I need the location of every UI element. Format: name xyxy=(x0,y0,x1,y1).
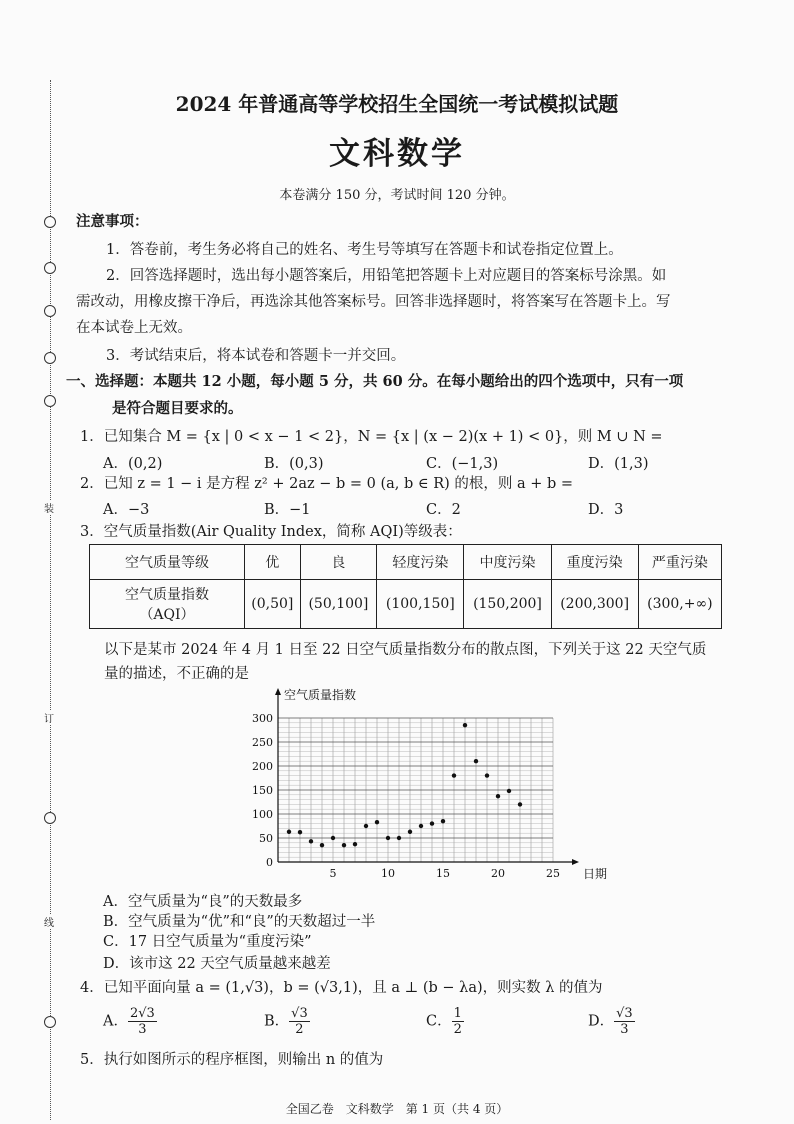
exam-info: 本卷满分 150 分，考试时间 120 分钟。 xyxy=(279,188,515,203)
data-point xyxy=(320,843,324,847)
notice-item: 3．考试结束后，将本试卷和答题卡一并交回。 xyxy=(106,348,406,364)
option xyxy=(264,1006,310,1037)
question-stem: 2．已知 z = 1 − i 是方程 z² + 2az − b = 0 (a, b ∈ R) 的根，则 a + b = xyxy=(80,476,574,492)
exam-title: 2024 年普通高等学校招生全国统一考试模拟试题 xyxy=(175,92,619,116)
data-point xyxy=(386,836,390,840)
y-tick-label: 150 xyxy=(252,784,273,797)
data-point xyxy=(375,820,379,824)
table-cell: (300,+∞) xyxy=(638,580,721,629)
data-point xyxy=(342,843,346,847)
option-label: B． xyxy=(264,1013,290,1030)
numerator: 1 xyxy=(453,1006,462,1021)
x-tick-label: 15 xyxy=(436,867,450,880)
question-stem: 4．已知平面向量 a = (1,√3)，b = (√3,1)，且 a ⊥ (b − λa)，则实数 λ 的值为 xyxy=(80,980,603,996)
y-tick-label: 100 xyxy=(252,808,273,821)
binding-line xyxy=(50,80,51,1120)
notice-item: 1．答卷前，考生务必将自己的姓名、考生号等填写在答题卡和试卷指定位置上。 xyxy=(106,242,623,258)
table-cell xyxy=(90,580,245,629)
table-cell: 重度污染 xyxy=(551,545,638,580)
table-cell: 中度污染 xyxy=(464,545,551,580)
data-point xyxy=(331,836,335,840)
fraction xyxy=(614,1006,635,1037)
denominator: 2 xyxy=(453,1022,462,1037)
question-stem: 1．已知集合 M = {x | 0 < x − 1 < 2}，N = {x | (x − 2)(x + 1) < 0}，则 M ∪ N = xyxy=(80,429,663,445)
numerator: 2√3 xyxy=(129,1006,155,1021)
numerator: √3 xyxy=(291,1006,308,1021)
x-tick-label: 10 xyxy=(381,867,395,880)
data-point xyxy=(518,802,522,806)
option: A．(0,2) xyxy=(103,456,163,472)
option: B．空气质量为“优”和“良”的天数超过一半 xyxy=(103,914,376,930)
data-point xyxy=(287,830,291,834)
binding-hole xyxy=(44,812,56,824)
data-point xyxy=(474,759,478,763)
data-point xyxy=(298,830,302,834)
option: A．−3 xyxy=(103,502,150,518)
data-point xyxy=(452,773,456,777)
option-label: D． xyxy=(588,1013,615,1030)
numerator: √3 xyxy=(616,1006,633,1021)
table-cell: 轻度污染 xyxy=(377,545,464,580)
data-point xyxy=(507,789,511,793)
fraction xyxy=(289,1006,310,1037)
question-stem: 5．执行如图所示的程序框图，则输出 n 的值为 xyxy=(80,1052,384,1068)
table-cell: 良 xyxy=(300,545,377,580)
notice-item: 2．回答选择题时，选出每小题答案后，用铅笔把答题卡上对应题目的答案标号涂黑。如 xyxy=(106,268,667,284)
option xyxy=(588,1006,635,1037)
page-footer: 全国乙卷 文科数学 第 1 页（共 4 页） xyxy=(285,1102,509,1116)
x-tick-label: 25 xyxy=(546,867,560,880)
binding-hole xyxy=(44,305,56,317)
data-point xyxy=(364,824,368,828)
table-cell: 优 xyxy=(245,545,301,580)
notice-item: 需改动，用橡皮擦干净后，再选涂其他答案标号。回答非选择题时，将答案写在答题卡上。写 xyxy=(76,294,671,310)
data-point xyxy=(408,830,412,834)
section-heading: 是符合题目要求的。 xyxy=(112,400,243,417)
option: D．该市这 22 天空气质量越来越差 xyxy=(103,956,331,972)
x-tick-label: 5 xyxy=(329,867,337,880)
data-point xyxy=(309,839,313,843)
option: D．3 xyxy=(588,502,624,518)
table-cell: 空气质量等级 xyxy=(90,545,245,580)
table-cell: (0,50] xyxy=(245,580,301,629)
y-axis-title: 空气质量指数 xyxy=(284,688,357,702)
table-cell: (100,150] xyxy=(377,580,464,629)
option xyxy=(426,1006,464,1037)
section-heading: 一、选择题：本题共 12 小题，每小题 5 分，共 60 分。在每小题给出的四个选项中，只有一项 xyxy=(66,373,684,390)
data-point xyxy=(441,819,445,823)
x-axis-title: 日期 xyxy=(583,867,608,881)
binding-mark: 装 xyxy=(44,500,54,515)
fraction xyxy=(452,1006,464,1037)
table-cell: (200,300] xyxy=(551,580,638,629)
denominator: 3 xyxy=(138,1022,147,1037)
binding-hole xyxy=(44,395,56,407)
binding-hole xyxy=(44,352,56,364)
question-desc: 以下是某市 2024 年 4 月 1 日至 22 日空气质量指数分布的散点图，下列关于这 22 天空气质 xyxy=(104,642,707,658)
y-tick-label: 250 xyxy=(252,736,273,749)
y-axis-arrow xyxy=(275,688,281,695)
aqi-label: 空气质量指数 xyxy=(125,587,209,603)
binding-hole xyxy=(44,216,56,228)
aqi-label-abbr: （AQI） xyxy=(139,607,195,623)
y-tick-label: 200 xyxy=(252,760,273,773)
data-point xyxy=(485,773,489,777)
option: C．(−1,3) xyxy=(426,456,499,472)
denominator: 2 xyxy=(295,1022,304,1037)
notice-item: 在本试卷上无效。 xyxy=(76,320,192,336)
data-point xyxy=(463,723,467,727)
aqi-scatter-chart xyxy=(240,684,610,888)
y-tick-label: 50 xyxy=(259,832,273,845)
option: B．−1 xyxy=(264,502,311,518)
binding-hole xyxy=(44,1016,56,1028)
binding-mark: 订 xyxy=(44,710,54,725)
table-cell: 严重污染 xyxy=(638,545,721,580)
question-stem: 3．空气质量指数(Air Quality Index，简称 AQI)等级表： xyxy=(80,524,462,540)
option-label: A． xyxy=(103,1013,128,1030)
binding-mark: 线 xyxy=(44,914,54,929)
data-point xyxy=(397,836,401,840)
binding-hole xyxy=(44,262,56,274)
data-point xyxy=(430,821,434,825)
x-tick-label: 20 xyxy=(491,867,505,880)
y-tick-label: 300 xyxy=(252,712,273,725)
data-point xyxy=(496,794,500,798)
table-cell: (150,200] xyxy=(464,580,551,629)
option: D．(1,3) xyxy=(588,456,649,472)
option: C．17 日空气质量为“重度污染” xyxy=(103,934,312,950)
option: B．(0,3) xyxy=(264,456,324,472)
aqi-table xyxy=(89,544,722,629)
option-label: C． xyxy=(426,1013,452,1030)
notice-heading: 注意事项： xyxy=(76,213,149,230)
data-point xyxy=(353,842,357,846)
option: C．2 xyxy=(426,502,461,518)
fraction xyxy=(128,1006,157,1037)
question-desc: 量的描述，不正确的是 xyxy=(104,666,249,682)
subject-title: 文科数学 xyxy=(329,136,465,172)
data-point xyxy=(419,824,423,828)
denominator: 3 xyxy=(620,1022,629,1037)
table-cell: (50,100] xyxy=(300,580,377,629)
option xyxy=(103,1006,157,1037)
y-tick-label: 0 xyxy=(266,856,273,869)
option: A．空气质量为“良”的天数最多 xyxy=(103,894,303,910)
x-axis-arrow xyxy=(572,859,579,865)
